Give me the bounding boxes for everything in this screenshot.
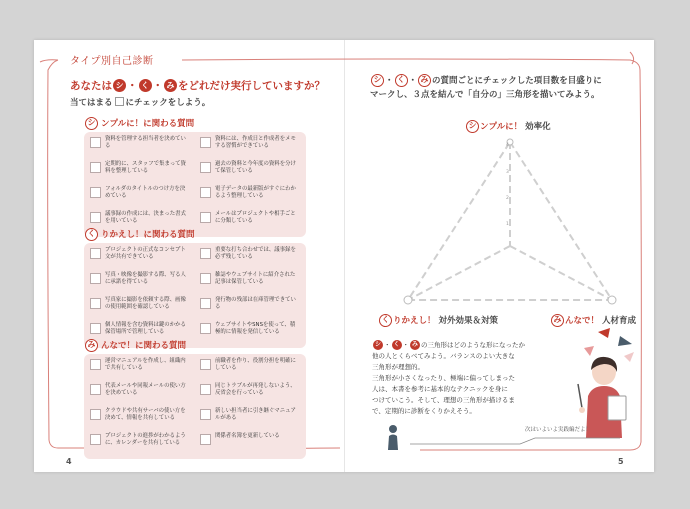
mi-badge: み [164, 79, 177, 92]
checkbox[interactable] [200, 137, 211, 148]
question-text: フォルダのタイトルのつけ方を決めている [105, 186, 186, 199]
question-text: ウェブサイトやSNSを使って、積極的に情報を発信している [215, 322, 296, 335]
floating-triangle-icon [624, 352, 634, 362]
question-text: クラウドや共有サーバの使い方を決めて、情報を共有している [105, 408, 186, 421]
question-item[interactable] [90, 272, 190, 294]
checkbox[interactable] [90, 248, 101, 259]
checkbox[interactable] [200, 162, 211, 173]
question-text: 同じトラブルが再発しないよう、反省会を行っている [215, 383, 296, 396]
group-repeat [84, 227, 306, 348]
group-title-text: んなで！に関わる質問 [101, 341, 187, 351]
shi-badge: シ [113, 79, 126, 92]
shi-badge: シ [371, 74, 384, 87]
group-title [84, 116, 306, 132]
question-pre: あなたは [70, 80, 112, 92]
explain-text: の三角形はどのような形になったか [421, 341, 525, 349]
question-text: 定期的に、スタッフで集まって資料を整理している [105, 161, 187, 174]
explain-line: つけていこう。そして、理想の三角形が描けるま [372, 396, 515, 404]
checkbox[interactable] [200, 187, 211, 198]
mi-badge: み [551, 314, 564, 327]
explain-line: シ ・ く ・ み の三角形はどのような形になったか [374, 341, 525, 349]
triangle-axes [408, 142, 612, 300]
page-number-left: 4 [66, 457, 72, 466]
question-item[interactable] [90, 358, 190, 380]
question-item[interactable] [90, 433, 190, 455]
axis-label-red: りかえし！ [393, 316, 436, 326]
question-text: プロジェクトの進捗がわかるように、カレンダーを共有している [105, 433, 186, 446]
question-text: 過去の資料と今年度の資料を分けて保管している [215, 161, 296, 174]
checkbox[interactable] [200, 273, 211, 284]
axis-label-red: んなで！ [565, 316, 600, 326]
question-item[interactable] [200, 272, 300, 294]
checkbox[interactable] [90, 187, 101, 198]
checkbox[interactable] [200, 409, 211, 420]
question-post: をどれだけ実行していますか？ [178, 80, 325, 92]
paper-icon [608, 396, 626, 420]
checkbox[interactable] [90, 323, 101, 334]
page-number-right: 5 [618, 457, 624, 466]
question-text: 前職者を作り、役割分担を明確にしている [215, 358, 296, 371]
explanation-text [372, 340, 572, 417]
question-item[interactable] [90, 161, 190, 183]
instruction [70, 96, 210, 108]
section-tab: タイプ別自己診断 [70, 56, 154, 67]
axis-label-right [550, 314, 636, 327]
question-list [84, 243, 306, 348]
question-item[interactable] [90, 297, 190, 319]
question-item[interactable] [200, 247, 300, 269]
ku-badge: く [393, 341, 400, 348]
explain-line: 三角形が小さくなったり、極端に偏ってしまった [372, 374, 515, 382]
question-text: プロジェクトの正式なコンセプト文が共有できている [105, 247, 186, 260]
checkbox[interactable] [200, 434, 211, 445]
group-title [84, 227, 306, 243]
mi-badge: み [411, 341, 418, 348]
chart-instruction [370, 74, 630, 102]
question-heading [70, 78, 325, 93]
instruction-post: にチェックをしよう。 [125, 98, 211, 108]
mi-badge: み [418, 74, 431, 87]
question-item[interactable] [200, 358, 300, 380]
question-text: 代表メールや同報メールの使い方を決めている [105, 383, 186, 396]
scale-tick: 1 [506, 222, 509, 227]
checkbox[interactable] [90, 359, 101, 370]
question-text: メールはプロジェクトや相手ごとに分類している [215, 211, 296, 224]
instruction-line2: マークし、３点を結んで「自分の」三角形を描いてみよう。 [370, 90, 600, 100]
group-title [84, 338, 306, 354]
checkbox[interactable] [90, 384, 101, 395]
question-item[interactable] [200, 136, 300, 158]
axis-label-rest: 対外効果＆対策 [438, 316, 498, 326]
explain-line: 人は、本書を参考に基本的なテクニックを身に [372, 385, 508, 393]
ku-badge: く [85, 228, 98, 241]
question-text: 電子データの最新版がすぐにわかるよう整理している [215, 186, 296, 199]
checkbox[interactable] [90, 137, 101, 148]
triangle-chart[interactable] [400, 136, 620, 306]
footer-note: 次はいよいよ実践編だよ！ [525, 427, 592, 433]
person-illustration [568, 328, 640, 438]
axis-label-top [465, 120, 551, 133]
scale-tick: 2 [506, 196, 509, 201]
question-text: 議事録の作成には、決まった書式を用いている [105, 211, 186, 224]
ku-badge: く [139, 79, 152, 92]
axis-label-rest: 人材育成 [601, 316, 636, 326]
checkbox[interactable] [90, 298, 101, 309]
checkbox[interactable] [200, 298, 211, 309]
question-item[interactable] [90, 247, 190, 269]
question-dot: ・ [127, 80, 138, 92]
question-item[interactable] [90, 136, 190, 158]
question-text: 個人情報を含む資料は鍵のかかる保管場所で管理している [105, 322, 186, 335]
checkbox[interactable] [90, 409, 101, 420]
explain-line: で、定期的に診断をくりかえそう。 [372, 407, 476, 415]
footer-rule [410, 436, 620, 446]
axis-label-red: ンプルに！ [480, 122, 523, 132]
floating-triangle-icon [598, 328, 610, 338]
question-item[interactable] [90, 383, 190, 405]
instruction-line1: の質問ごとにチェックした項目数を目盛りに [432, 76, 602, 86]
checkbox[interactable] [90, 212, 101, 223]
axis-label-left [378, 314, 498, 327]
explain-line: 三角形が理想的。 [372, 363, 424, 371]
question-item[interactable] [90, 408, 190, 430]
question-item[interactable] [200, 161, 300, 183]
checkbox[interactable] [200, 384, 211, 395]
shi-badge: シ [374, 341, 381, 348]
scale-tick: 4 [506, 143, 509, 148]
shi-badge: シ [466, 120, 479, 133]
question-text: 関係者名簿を更新している [215, 433, 280, 439]
mi-badge: み [85, 339, 98, 352]
question-item[interactable] [200, 383, 300, 405]
checkbox[interactable] [200, 248, 211, 259]
question-item[interactable] [200, 408, 300, 430]
instruction-line: シ ・ く ・ み の質問ごとにチェックした項目数を目盛りに [370, 74, 630, 88]
question-item[interactable] [200, 433, 300, 455]
checkbox[interactable] [200, 323, 211, 334]
shi-badge: シ [85, 117, 98, 130]
question-text: 新しい担当者に引き継ぐマニュアルがある [215, 408, 296, 421]
floating-triangle-icon [584, 346, 594, 356]
question-text: 資料には、作成日と作成者をメモする習慣ができている [215, 136, 296, 149]
checkbox[interactable] [90, 162, 101, 173]
checkbox[interactable] [200, 359, 211, 370]
checkbox[interactable] [200, 212, 211, 223]
explain-line: 他の人とくらべてみよう。バランスのよい大きな [372, 352, 515, 360]
question-item[interactable] [200, 297, 300, 319]
group-everyone [84, 338, 306, 459]
question-text: 発行物の残部は在庫管理できている [215, 297, 296, 310]
question-item[interactable] [200, 186, 300, 208]
question-dot: ・ [152, 80, 163, 92]
question-text: 雑誌やウェブサイトに紹介された記事は保管している [215, 272, 296, 285]
group-title-text: ンプルに！に関わる質問 [101, 119, 195, 129]
ku-badge: く [395, 74, 408, 87]
group-simple [84, 116, 306, 237]
group-title-text: りかえし！に関わる質問 [101, 230, 195, 240]
checkbox[interactable] [90, 273, 101, 284]
checkbox-icon [115, 97, 124, 106]
ku-badge: く [379, 314, 392, 327]
vertex-right[interactable] [608, 296, 616, 304]
floating-triangle-icon [618, 336, 632, 346]
question-text: 写真・映像を撮影する際、写る人に承諾を得ている [105, 272, 186, 285]
axis-label-rest: 効率化 [525, 122, 551, 132]
question-text: 運営マニュアルを作成し、組織内で共有している [105, 358, 186, 371]
vertex-left[interactable] [404, 296, 412, 304]
checkbox[interactable] [90, 434, 101, 445]
instruction-pre: 当てはまる [70, 98, 113, 108]
mascot-icon [386, 424, 400, 450]
question-text: 重要な打ち合わせでは、議事録を必ず残している [215, 247, 296, 260]
scale-tick: 3 [506, 170, 509, 175]
question-list [84, 354, 306, 459]
pencil-icon [578, 384, 582, 408]
question-text: 資料を管理する担当者を決めている [105, 136, 186, 149]
hand [579, 407, 585, 413]
question-item[interactable] [90, 186, 190, 208]
question-list [84, 132, 306, 237]
question-text: 写真家に撮影を依頼する際、画像の使用範囲を確認している [105, 297, 186, 310]
